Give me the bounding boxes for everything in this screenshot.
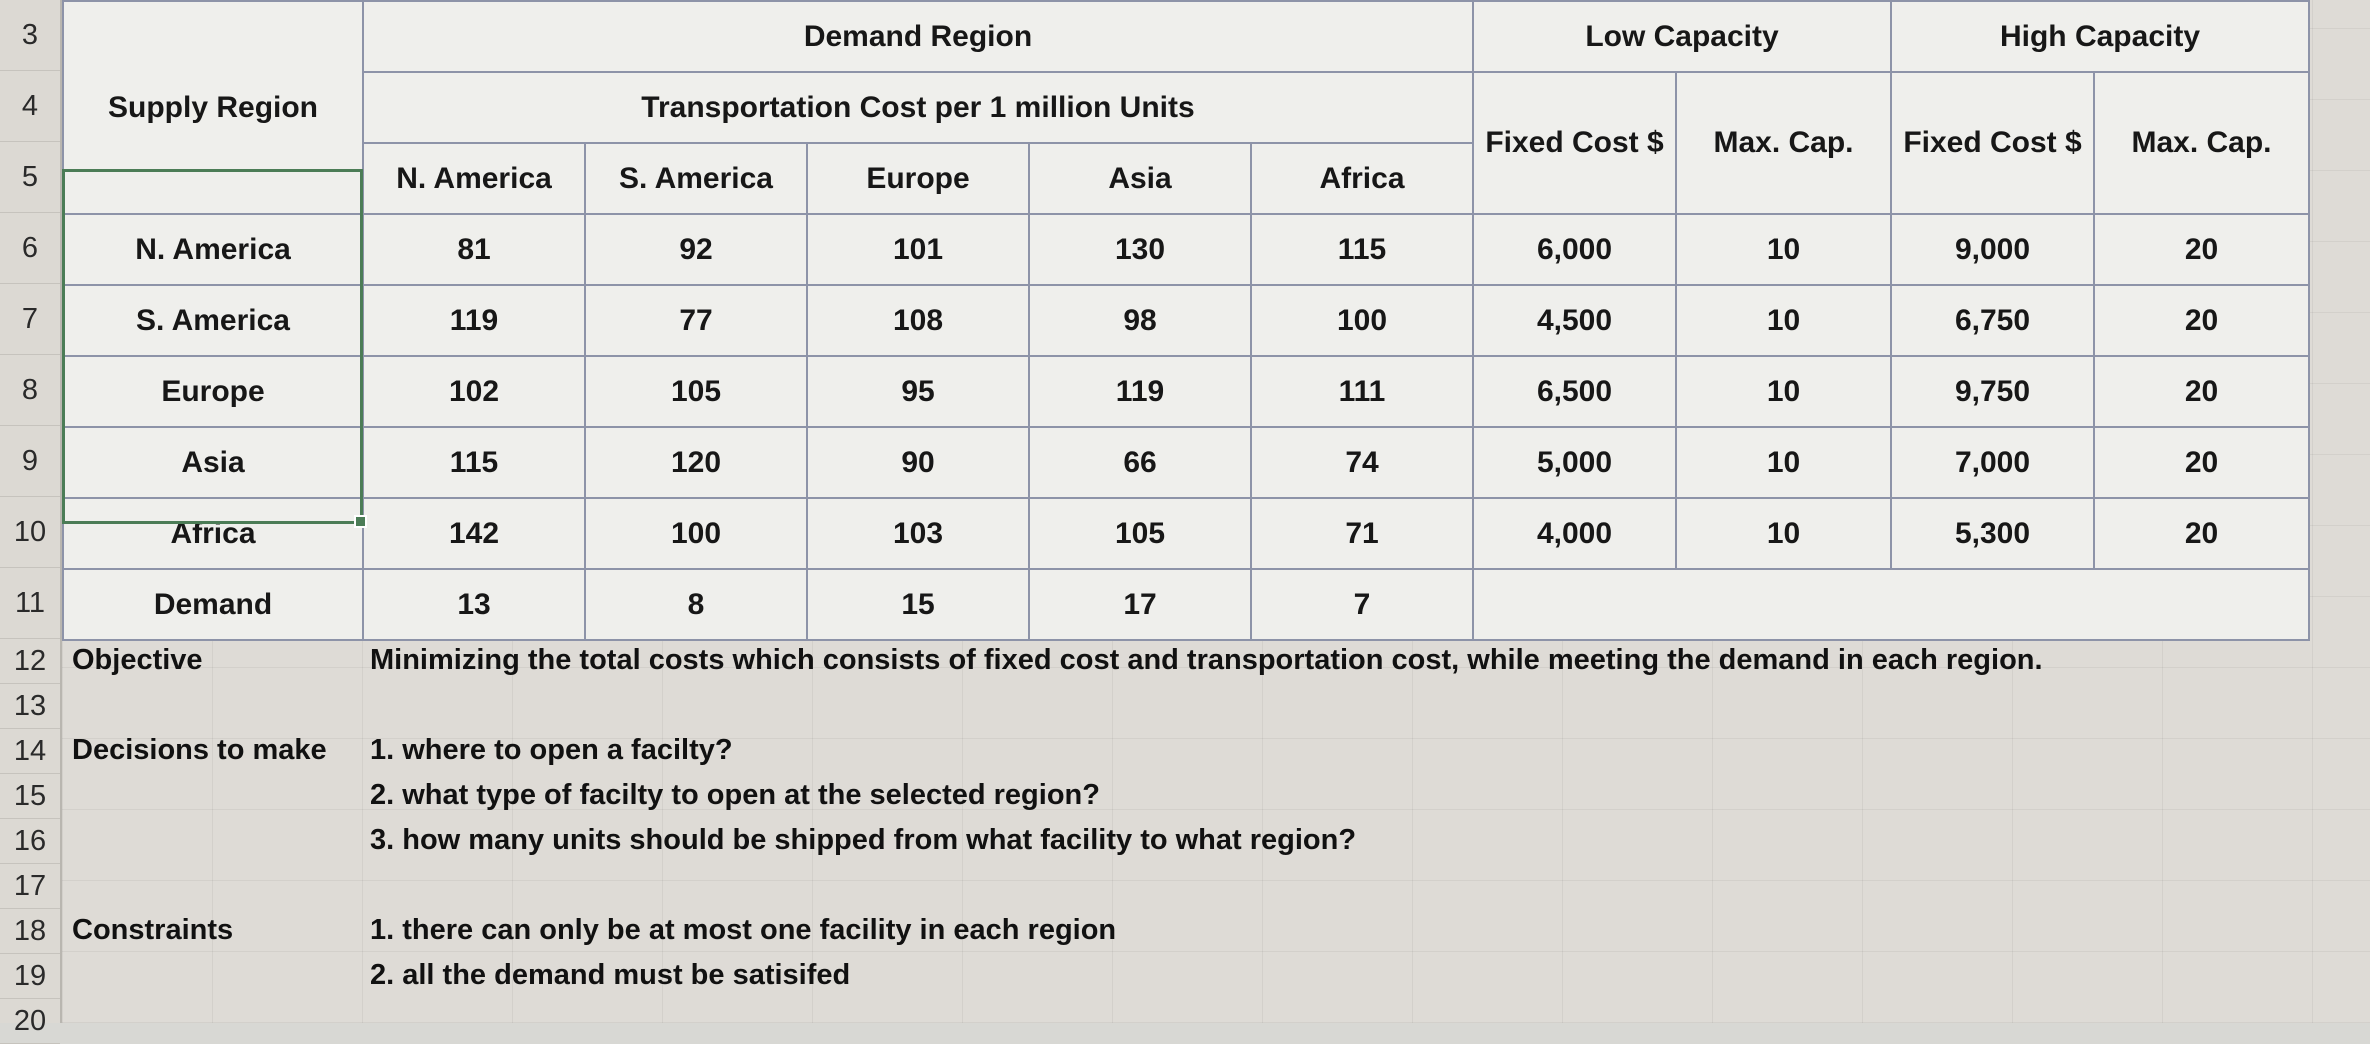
cost-cell[interactable]: 90	[807, 427, 1029, 498]
row-header[interactable]: 9	[0, 426, 60, 497]
cost-cell[interactable]: 111	[1251, 356, 1473, 427]
cost-cell[interactable]: 100	[585, 498, 807, 569]
header-high-fixed-cost[interactable]: Fixed Cost $	[1891, 72, 2094, 214]
cost-cell[interactable]: 115	[363, 427, 585, 498]
objective-text[interactable]: Minimizing the total costs which consists of fixed cost and transportation cost, while meeting the demand in each region.	[370, 644, 2043, 676]
cost-cell[interactable]: 103	[807, 498, 1029, 569]
decision-item[interactable]: 1. where to open a facilty?	[370, 734, 733, 766]
high-fixed-cost-cell[interactable]: 6,750	[1891, 285, 2094, 356]
header-region-europe[interactable]: Europe	[807, 143, 1029, 214]
cost-cell[interactable]: 105	[585, 356, 807, 427]
decisions-row-2	[62, 773, 2362, 818]
low-max-cap-cell[interactable]: 10	[1676, 356, 1891, 427]
low-max-cap-cell[interactable]: 10	[1676, 214, 1891, 285]
cost-cell[interactable]: 130	[1029, 214, 1251, 285]
cost-cell[interactable]: 119	[363, 285, 585, 356]
spacer-row-18	[62, 863, 2362, 908]
demand-row[interactable]	[63, 569, 2309, 640]
row-header[interactable]: 6	[0, 213, 60, 284]
high-fixed-cost-cell[interactable]: 5,300	[1891, 498, 2094, 569]
spacer-row-14	[62, 683, 2362, 728]
constraints-row-2	[62, 953, 2362, 998]
constraints-label: Constraints	[72, 914, 234, 946]
row-header[interactable]: 20	[0, 999, 60, 1044]
cost-cell[interactable]: 98	[1029, 285, 1251, 356]
low-fixed-cost-cell[interactable]: 6,500	[1473, 356, 1676, 427]
table-row[interactable]	[63, 427, 2309, 498]
demand-cell[interactable]: 7	[1251, 569, 1473, 640]
high-fixed-cost-cell[interactable]: 7,000	[1891, 427, 2094, 498]
cost-cell[interactable]: 74	[1251, 427, 1473, 498]
cost-cell[interactable]: 100	[1251, 285, 1473, 356]
row-header[interactable]: 4	[0, 71, 60, 142]
header-low-max-cap[interactable]: Max. Cap.	[1676, 72, 1891, 214]
row-header[interactable]: 19	[0, 954, 60, 999]
cost-cell[interactable]: 66	[1029, 427, 1251, 498]
decision-item[interactable]: 3. how many units should be shipped from what facility to what region?	[370, 824, 1357, 856]
decisions-label: Decisions to make	[72, 734, 327, 766]
low-fixed-cost-cell[interactable]: 4,000	[1473, 498, 1676, 569]
constraint-item[interactable]: 1. there can only be at most one facility in each region	[370, 914, 1117, 946]
row-header[interactable]: 14	[0, 729, 60, 774]
supply-region-label[interactable]: N. America	[63, 214, 363, 285]
demand-cell[interactable]: 13	[363, 569, 585, 640]
header-high-max-cap[interactable]: Max. Cap.	[2094, 72, 2309, 214]
supply-region-label[interactable]: Africa	[63, 498, 363, 569]
low-fixed-cost-cell[interactable]: 6,000	[1473, 214, 1676, 285]
table-subtitle-row	[63, 72, 2309, 143]
header-low-fixed-cost[interactable]: Fixed Cost $	[1473, 72, 1676, 214]
blocked-cell	[1473, 569, 2309, 640]
cost-cell[interactable]: 119	[1029, 356, 1251, 427]
header-low-capacity[interactable]: Low Capacity	[1473, 1, 1891, 72]
header-demand-region[interactable]: Demand Region	[363, 1, 1473, 72]
row-header[interactable]: 15	[0, 774, 60, 819]
low-max-cap-cell[interactable]: 10	[1676, 498, 1891, 569]
high-max-cap-cell[interactable]: 20	[2094, 285, 2309, 356]
constraints-row-1	[62, 908, 2362, 953]
decisions-row-1	[62, 728, 2362, 773]
cost-cell[interactable]: 102	[363, 356, 585, 427]
constraint-item[interactable]: 2. all the demand must be satisifed	[370, 959, 851, 991]
table-group-header-row	[63, 1, 2309, 72]
cost-cell[interactable]: 115	[1251, 214, 1473, 285]
header-region-asia[interactable]: Asia	[1029, 143, 1251, 214]
high-max-cap-cell[interactable]: 20	[2094, 498, 2309, 569]
row-header[interactable]: 11	[0, 568, 60, 639]
table-row[interactable]	[63, 214, 2309, 285]
row-header-gutter[interactable]	[0, 0, 62, 1037]
model-notes	[62, 638, 2362, 998]
cost-cell[interactable]: 92	[585, 214, 807, 285]
high-fixed-cost-cell[interactable]: 9,000	[1891, 214, 2094, 285]
header-supply-region[interactable]: Supply Region	[63, 1, 363, 214]
row-header[interactable]: 5	[0, 142, 60, 213]
row-header[interactable]: 3	[0, 0, 60, 71]
high-max-cap-cell[interactable]: 20	[2094, 356, 2309, 427]
header-high-capacity[interactable]: High Capacity	[1891, 1, 2309, 72]
low-max-cap-cell[interactable]: 10	[1676, 427, 1891, 498]
decisions-row-3	[62, 818, 2362, 863]
low-max-cap-cell[interactable]: 10	[1676, 285, 1891, 356]
cost-cell[interactable]: 95	[807, 356, 1029, 427]
low-fixed-cost-cell[interactable]: 4,500	[1473, 285, 1676, 356]
row-header[interactable]: 13	[0, 684, 60, 729]
row-header[interactable]: 8	[0, 355, 60, 426]
objective-label: Objective	[72, 644, 203, 676]
decision-item[interactable]: 2. what type of facilty to open at the selected region?	[370, 779, 1100, 811]
table-row[interactable]	[63, 356, 2309, 427]
row-header[interactable]: 17	[0, 864, 60, 909]
supply-region-label[interactable]: S. America	[63, 285, 363, 356]
objective-row	[62, 638, 2362, 683]
demand-cell[interactable]: 15	[807, 569, 1029, 640]
supply-region-label[interactable]: Europe	[63, 356, 363, 427]
demand-label[interactable]: Demand	[63, 569, 363, 640]
high-max-cap-cell[interactable]: 20	[2094, 427, 2309, 498]
header-region-s-america[interactable]: S. America	[585, 143, 807, 214]
high-max-cap-cell[interactable]: 20	[2094, 214, 2309, 285]
row-header[interactable]: 7	[0, 284, 60, 355]
table-row[interactable]	[63, 498, 2309, 569]
table-row[interactable]	[63, 285, 2309, 356]
row-header[interactable]: 18	[0, 909, 60, 954]
demand-cell[interactable]: 8	[585, 569, 807, 640]
header-region-n-america[interactable]: N. America	[363, 143, 585, 214]
demand-cell[interactable]: 17	[1029, 569, 1251, 640]
cost-cell[interactable]: 105	[1029, 498, 1251, 569]
row-header[interactable]: 12	[0, 639, 60, 684]
row-header[interactable]: 10	[0, 497, 60, 568]
supply-region-label[interactable]: Asia	[63, 427, 363, 498]
cost-cell[interactable]: 77	[585, 285, 807, 356]
row-header[interactable]: 16	[0, 819, 60, 864]
cost-cell[interactable]: 101	[807, 214, 1029, 285]
low-fixed-cost-cell[interactable]: 5,000	[1473, 427, 1676, 498]
cost-cell[interactable]: 81	[363, 214, 585, 285]
high-fixed-cost-cell[interactable]: 9,750	[1891, 356, 2094, 427]
cost-cell[interactable]: 142	[363, 498, 585, 569]
cost-cell[interactable]: 71	[1251, 498, 1473, 569]
transportation-model-table[interactable]	[62, 0, 2310, 641]
header-region-africa[interactable]: Africa	[1251, 143, 1473, 214]
header-transport-cost-subtitle[interactable]: Transportation Cost per 1 million Units	[363, 72, 1473, 143]
cost-cell[interactable]: 120	[585, 427, 807, 498]
cost-cell[interactable]: 108	[807, 285, 1029, 356]
